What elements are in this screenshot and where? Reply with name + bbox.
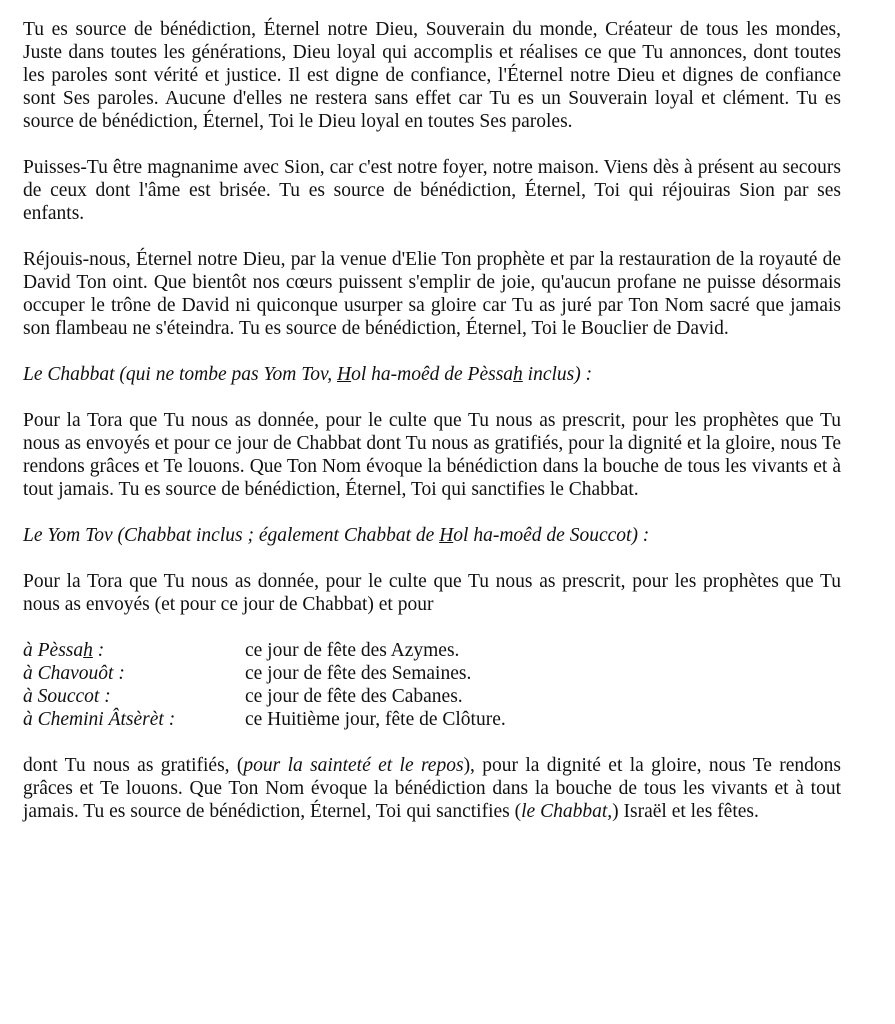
holiday-description: ce jour de fête des Azymes. — [245, 640, 460, 661]
holiday-name-text: à Chavouôt : — [23, 663, 125, 684]
rubric-chabbat — [23, 363, 841, 386]
rubric-yom-tov-text-b: ol ha-moêd de Souccot) : — [453, 525, 650, 546]
paragraph-zion: Puisses-Tu être magnanime avec Sion, car c'est notre foyer, notre maison. Viens dès à présent au secours de ceux dont l'âme est brisée. Tu es source de bénédiction, Éternel, Toi qui réjouiras Sion par ses enfants. — [23, 157, 841, 224]
holiday-description: ce jour de fête des Semaines. — [245, 663, 472, 684]
holidays-table — [23, 639, 506, 731]
rubric-chabbat-text-c: inclus) : — [522, 364, 593, 385]
holiday-name — [23, 685, 245, 708]
holiday-description: ce jour de fête des Cabanes. — [245, 686, 463, 707]
rubric-chabbat-text-a: Le Chabbat (qui ne tombe pas Yom Tov, — [23, 364, 338, 385]
holiday-name-text: à Chemini Âtsèrèt : — [23, 709, 176, 730]
paragraph-loyal-god: Tu es source de bénédiction, Éternel notre Dieu, Souverain du monde, Créateur de tous les mondes, Juste dans toutes les générations, Dieu loyal qui accomplis et réalises ce que Tu annonces, dont toutes les paroles sont vérité et justice. Il est digne de confiance, l'Éternel notre Dieu et dignes de confiance sont Ses paroles. Aucune d'elles ne restera sans effet car Tu es un Souverain loyal et clément. Tu es source de bénédiction, Éternel, Toi le Dieu loyal en toutes Ses paroles. — [23, 19, 841, 132]
rubric-chabbat-underlined-h2: h — [513, 364, 523, 385]
paragraph-yom-tov-blessing: Pour la Tora que Tu nous as donnée, pour le culte que Tu nous as prescrit, pour les prophètes que Tu nous as envoyés (et pour ce jour de Chabbat) et pour — [23, 571, 841, 615]
closing-text-a: dont Tu nous as gratifiés, ( — [23, 755, 244, 776]
rubric-yom-tov-underlined-h: H — [439, 525, 454, 546]
holiday-row — [23, 685, 506, 708]
holiday-name — [23, 662, 245, 685]
rubric-chabbat-text-b: ol ha-moêd de Pèssa — [351, 364, 514, 385]
holiday-row — [23, 639, 506, 662]
closing-text-b: ), pour la dignité et la gloire, nous Te rendons grâces et Te louons. Que Ton Nom évoque la bénédiction dans la bouche de tous les vivants et à tout jamais. Tu es source de bénédiction, Éternel, Toi qui sanctifies ( — [23, 755, 841, 822]
closing-text-c: ) Israël et les fêtes. — [612, 801, 759, 822]
holiday-name-suffix: : — [92, 640, 105, 661]
holiday-name-underlined: h — [83, 640, 93, 661]
holiday-name — [23, 639, 245, 662]
holiday-row — [23, 708, 506, 731]
holiday-name-text: à Pèssa — [23, 640, 84, 661]
document-page — [23, 18, 841, 823]
paragraph-shield-of-david: Réjouis-nous, Éternel notre Dieu, par la venue d'Elie Ton prophète et par la restauration de la royauté de David Ton oint. Que bientôt nos cœurs puissent s'emplir de joie, qu'aucun profane ne puisse désormais occuper le trône de David ni quiconque usurper sa gloire car Tu as juré par Ton Nom sacré que jamais son flambeau ne s'éteindra. Tu es source de bénédiction, Éternel, Toi le Bouclier de David. — [23, 249, 841, 339]
paragraph-chabbat-blessing: Pour la Tora que Tu nous as donnée, pour le culte que Tu nous as prescrit, pour les prophètes que Tu nous as envoyés et pour ce jour de Chabbat dont Tu nous as gratifiés, pour la dignité et la gloire, nous Te rendons grâces et Te louons. Que Ton Nom évoque la bénédiction dans la bouche de tous les vivants et à tout jamais. Tu es source de bénédiction, Éternel, Toi qui sanctifies le Chabbat. — [23, 410, 841, 500]
holiday-name — [23, 708, 245, 731]
rubric-yom-tov — [23, 524, 841, 547]
paragraph-closing-blessing — [23, 754, 841, 823]
rubric-yom-tov-text-a: Le Yom Tov (Chabbat inclus ; également Chabbat de — [23, 525, 440, 546]
holiday-name-text: à Souccot : — [23, 686, 111, 707]
closing-italic-chabbat: le Chabbat, — [521, 801, 613, 822]
closing-italic-holiness: pour la sainteté et le repos — [243, 755, 464, 776]
rubric-chabbat-underlined-h1: H — [337, 364, 352, 385]
holiday-row — [23, 662, 506, 685]
holiday-description: ce Huitième jour, fête de Clôture. — [245, 709, 506, 730]
